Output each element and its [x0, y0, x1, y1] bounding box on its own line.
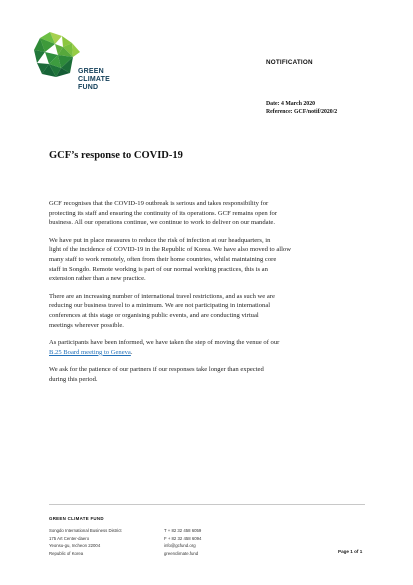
paragraph-line: As participants have been informed, we have taken the step of moving the venue of our — [49, 339, 280, 347]
paragraph-line: staff in Songdo. Remote working is part of our normal working practices, this is an — [49, 265, 268, 273]
address-line: Republic of Korea — [49, 550, 84, 556]
logo-line-3: FUND — [78, 84, 99, 91]
footer-address — [49, 527, 122, 557]
page-title: GCF’s response to COVID-19 — [49, 150, 183, 161]
paragraph-line: many staff to work remotely, often from their home countries, whilst maintaining core — [49, 255, 277, 263]
page-number: Page 1 of 1 — [338, 549, 363, 554]
b25-board-meeting-link[interactable]: B.25 Board meeting to Geneva — [49, 348, 131, 356]
paragraph-line: reducing our business travel to a minimum. We are not participating in international — [49, 302, 271, 310]
paragraph-line: during this period. — [49, 375, 98, 383]
notification-label: NOTIFICATION — [266, 59, 313, 66]
contact-phone: T + 82 32 458 6059 — [164, 528, 202, 533]
footer-divider — [49, 504, 365, 505]
paragraph-line: We ask for the patience of our partners if our responses take longer than expected — [49, 366, 264, 374]
paragraph-line: GCF recognises that the COVID-19 outbreak is serious and takes responsibility for — [49, 200, 269, 207]
footer-contact — [164, 527, 201, 557]
document-body — [49, 199, 367, 393]
gcf-logo-wordmark — [78, 68, 110, 92]
address-line: 175 Art Center-daero — [49, 535, 90, 541]
paragraph-3 — [49, 292, 367, 330]
address-line: Yeonsu-gu, Incheon 22004 — [49, 543, 101, 549]
document-date: Date: 4 March 2020 — [266, 101, 315, 107]
paragraph-line: light of the incidence of COVID-19 in the Republic of Korea. We have also moved to allow — [49, 246, 291, 254]
paragraph-2 — [49, 236, 367, 284]
logo-line-1: GREEN — [78, 68, 104, 75]
paragraph-line: conferences at this stage or organising public events, and are conducting virtual — [49, 311, 259, 319]
gcf-logo — [28, 30, 148, 100]
contact-email[interactable]: info@gcfund.org — [164, 543, 196, 549]
paragraph-line: meetings wherever possible. — [49, 321, 124, 329]
contact-website[interactable]: greenclimate.fund — [164, 550, 199, 556]
address-line: Songdo International Business District — [49, 528, 122, 533]
document-reference: Reference: GCF/notif/2020/2 — [266, 109, 338, 115]
paragraph-line: We have put in place measures to reduce the risk of infection at our headquarters, in — [49, 236, 271, 244]
paragraph-line: protecting its staff and ensuring the continuity of its operations. GCF remains open for — [49, 209, 278, 217]
paragraph-line: There are an increasing number of international travel restrictions, and as such we are — [49, 292, 275, 300]
document-meta — [266, 100, 337, 116]
paragraph-4 — [49, 338, 367, 357]
paragraph-line: business. All our operations continue, we continue to work to deliver on our mandate. — [49, 219, 275, 227]
logo-line-2: CLIMATE — [78, 76, 110, 83]
footer-org-name: GREEN CLIMATE FUND — [49, 516, 104, 521]
paragraph-5 — [49, 365, 367, 384]
contact-fax: F + 82 32 458 6094 — [164, 535, 202, 541]
paragraph-line: extension rather than a new practice. — [49, 275, 146, 283]
paragraph-line-with-link — [49, 348, 367, 358]
sentence-end: . — [130, 348, 133, 356]
paragraph-1 — [49, 199, 367, 228]
